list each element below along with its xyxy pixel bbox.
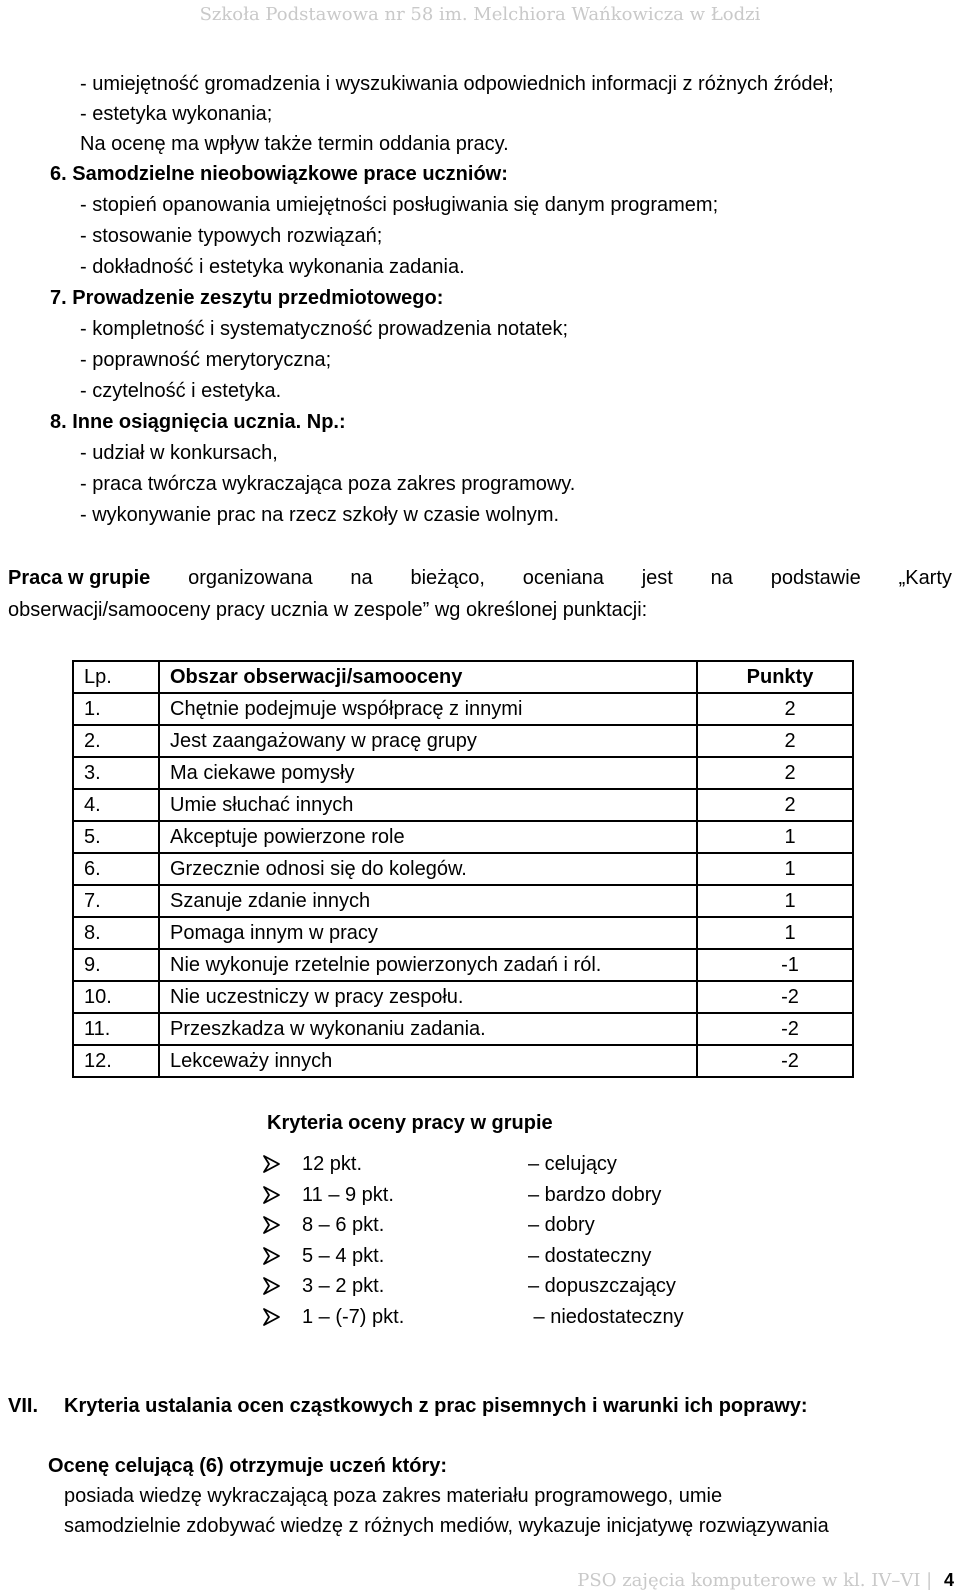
cell-lp: 1. xyxy=(73,693,159,725)
table-row xyxy=(73,725,853,757)
list-item: - stosowanie typowych rozwiązań; xyxy=(80,225,383,247)
criteria-title: Kryteria oceny pracy w grupie xyxy=(267,1112,553,1134)
criteria-grade: – niedostateczny xyxy=(528,1305,684,1328)
footer-text: PSO zajęcia komputerowe w kl. IV–VI xyxy=(577,1570,921,1591)
observation-table xyxy=(72,660,854,1078)
cell-lp: 10. xyxy=(73,981,159,1013)
group-work-bold: Praca w grupie xyxy=(8,567,151,589)
table-row xyxy=(73,789,853,821)
cell-lp: 5. xyxy=(73,821,159,853)
page-footer xyxy=(577,1570,954,1591)
cell-area: Pomaga innym w pracy xyxy=(159,917,697,949)
group-work-paragraph xyxy=(8,562,952,626)
table-row xyxy=(73,981,853,1013)
word: jest xyxy=(641,567,673,589)
text-line: - umiejętność gromadzenia i wyszukiwania odpowiednich informacji z różnych źródeł; xyxy=(80,73,834,95)
cell-points: 2 xyxy=(697,789,853,821)
criteria-grade: – dobry xyxy=(528,1214,595,1236)
section-vii-number: VII. xyxy=(8,1395,39,1417)
list-item: - stopień opanowania umiejętności posługiwania się danym programem; xyxy=(80,194,719,216)
table-row xyxy=(73,757,853,789)
cell-points: 1 xyxy=(697,853,853,885)
arrowhead-bullet-icon xyxy=(262,1303,288,1335)
table-header-row xyxy=(73,661,853,693)
cell-area: Jest zaangażowany w pracę grupy xyxy=(159,725,697,757)
section-7-title: 7. Prowadzenie zeszytu przedmiotowego: xyxy=(50,287,444,309)
word: oceniana xyxy=(522,567,604,589)
criteria-points: 3 – 2 pkt. xyxy=(302,1275,385,1297)
cell-lp: 6. xyxy=(73,853,159,885)
section-vii-title: Kryteria ustalania ocen cząstkowych z prac pisemnych i warunki ich poprawy: xyxy=(64,1395,808,1417)
list-item: - poprawność merytoryczna; xyxy=(80,349,332,371)
cell-points: -2 xyxy=(697,1045,853,1077)
cell-points: 1 xyxy=(697,917,853,949)
arrowhead-bullet-icon xyxy=(262,1272,288,1304)
word: podstawie xyxy=(770,567,861,589)
text-line: samodzielnie zdobywać wiedzę z różnych mediów, wykazuje inicjatywę rozwiązywania xyxy=(64,1515,829,1537)
header-cell-points: Punkty xyxy=(697,661,853,693)
cell-area: Akceptuje powierzone role xyxy=(159,821,697,853)
cell-points: 1 xyxy=(697,821,853,853)
cell-area: Nie uczestniczy w pracy zespołu. xyxy=(159,981,697,1013)
text-line: posiada wiedzę wykraczającą poza zakres materiału programowego, umie xyxy=(64,1485,723,1507)
criteria-grade: – bardzo dobry xyxy=(528,1183,662,1206)
cell-area: Lekceważy innych xyxy=(159,1045,697,1077)
table-row xyxy=(73,821,853,853)
criteria-points: 8 – 6 pkt. xyxy=(302,1214,385,1236)
cell-lp: 9. xyxy=(73,949,159,981)
word: na xyxy=(710,567,733,589)
arrowhead-bullet-icon xyxy=(262,1181,288,1213)
cell-lp: 4. xyxy=(73,789,159,821)
table-row xyxy=(73,917,853,949)
cell-lp: 2. xyxy=(73,725,159,757)
criteria-grade: – celujący xyxy=(528,1153,617,1175)
table-row xyxy=(73,1045,853,1077)
list-item: - czytelność i estetyka. xyxy=(80,380,282,402)
grade6-title: Ocenę celującą (6) otrzymuje uczeń który: xyxy=(48,1455,448,1477)
word: na xyxy=(350,567,373,589)
cell-lp: 8. xyxy=(73,917,159,949)
page-number: 4 xyxy=(943,1570,954,1590)
cell-points: 2 xyxy=(697,757,853,789)
cell-points: -2 xyxy=(697,981,853,1013)
paragraph-line: obserwacji/samooceny pracy ucznia w zespole” wg określonej punktacji: xyxy=(8,599,648,621)
cell-points: 1 xyxy=(697,885,853,917)
list-item: - wykonywanie prac na rzecz szkoły w czasie wolnym. xyxy=(80,504,560,526)
cell-points: -2 xyxy=(697,1013,853,1045)
list-item: - dokładność i estetyka wykonania zadania. xyxy=(80,256,465,278)
cell-points: 2 xyxy=(697,725,853,757)
criteria-grade: – dopuszczający xyxy=(528,1275,676,1297)
criteria-points: 5 – 4 pkt. xyxy=(302,1244,385,1267)
cell-area: Umie słuchać innych xyxy=(159,789,697,821)
table-row xyxy=(73,885,853,917)
table-row xyxy=(73,853,853,885)
cell-lp: 3. xyxy=(73,757,159,789)
header-cell-area: Obszar obserwacji/samooceny xyxy=(159,661,697,693)
arrowhead-bullet-icon xyxy=(262,1242,288,1274)
section-6-title: 6. Samodzielne nieobowiązkowe prace uczniów: xyxy=(50,163,508,185)
list-item: - udział w konkursach, xyxy=(80,442,278,464)
header-cell-lp: Lp. xyxy=(73,661,159,693)
text-line: - estetyka wykonania; xyxy=(80,103,273,125)
criteria-grade: – dostateczny xyxy=(528,1244,652,1267)
table-row xyxy=(73,949,853,981)
word: bieżąco, xyxy=(410,567,485,589)
cell-area: Chętnie podejmuje współpracę z innymi xyxy=(159,693,697,725)
cell-area: Grzecznie odnosi się do kolegów. xyxy=(159,853,697,885)
arrowhead-bullet-icon xyxy=(262,1211,288,1243)
paragraph-line xyxy=(8,562,952,594)
section-8-title: 8. Inne osiągnięcia ucznia. Np.: xyxy=(50,411,346,433)
cell-area: Ma ciekawe pomysły xyxy=(159,757,697,789)
cell-area: Przeszkadza w wykonaniu zadania. xyxy=(159,1013,697,1045)
word: organizowana xyxy=(188,567,313,589)
cell-lp: 7. xyxy=(73,885,159,917)
table-row xyxy=(73,693,853,725)
arrowhead-bullet-icon xyxy=(262,1150,288,1182)
table-row xyxy=(73,1013,853,1045)
text-line: Na ocenę ma wpływ także termin oddania pracy. xyxy=(80,133,509,155)
list-item: - kompletność i systematyczność prowadzenia notatek; xyxy=(80,318,568,340)
cell-points: 2 xyxy=(697,693,853,725)
cell-area: Szanuje zdanie innych xyxy=(159,885,697,917)
criteria-points: 1 – (-7) pkt. xyxy=(302,1305,405,1328)
criteria-points: 12 pkt. xyxy=(302,1153,363,1175)
footer-separator: | xyxy=(926,1570,933,1591)
cell-lp: 11. xyxy=(73,1013,159,1045)
word: „Karty xyxy=(898,567,952,589)
cell-points: -1 xyxy=(697,949,853,981)
list-item: - praca twórcza wykraczająca poza zakres programowy. xyxy=(80,473,576,495)
page-header: Szkoła Podstawowa nr 58 im. Melchiora Wańkowicza w Łodzi xyxy=(199,4,761,25)
cell-area: Nie wykonuje rzetelnie powierzonych zadań i ról. xyxy=(159,949,697,981)
cell-lp: 12. xyxy=(73,1045,159,1077)
criteria-points: 11 – 9 pkt. xyxy=(302,1183,394,1206)
